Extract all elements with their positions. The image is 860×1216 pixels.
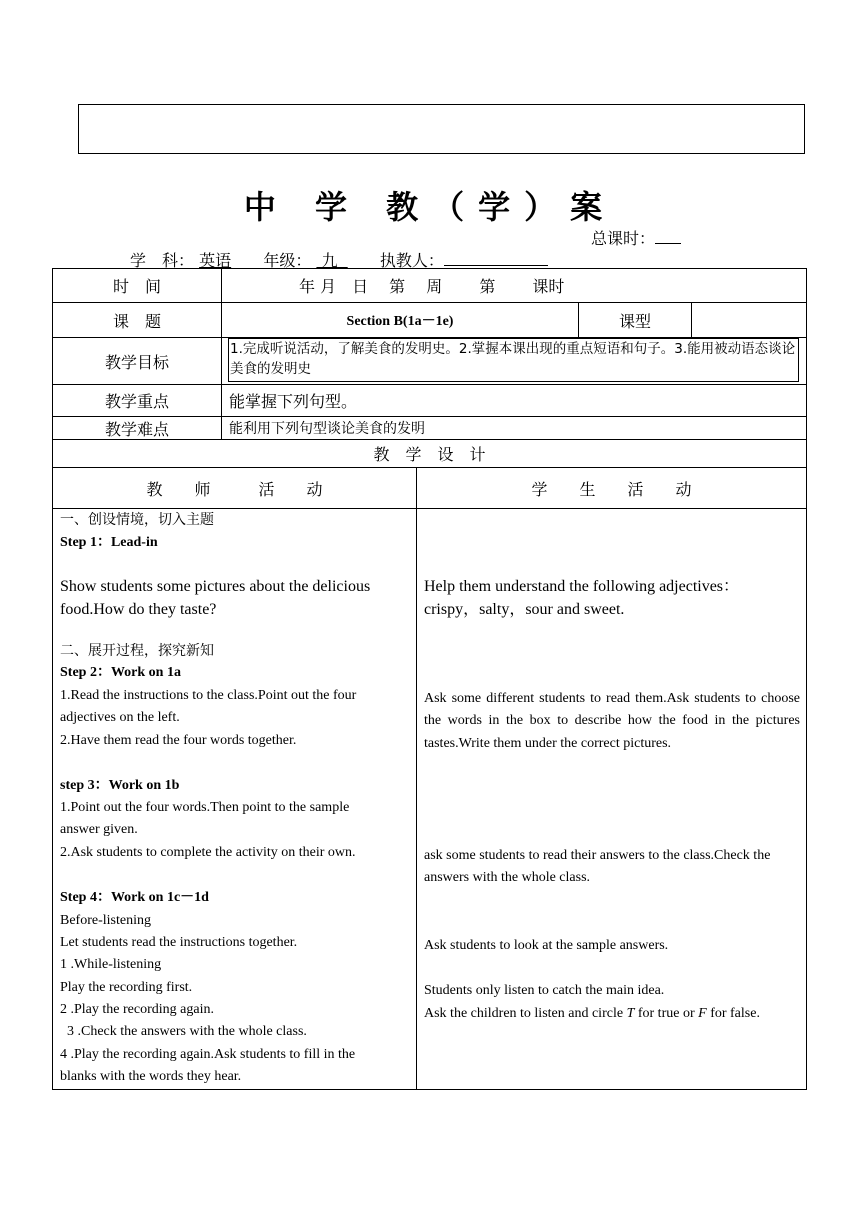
step-4-line-5: 2 .Play the recording again. <box>60 1002 214 1017</box>
step-4-line-4: Play the recording first. <box>60 980 193 995</box>
time-label: 时 间 <box>112 277 161 296</box>
total-hours-blank <box>655 229 681 244</box>
key-value: 能掌握下列句型。 <box>229 392 358 411</box>
false-letter: F <box>698 1006 707 1021</box>
student-activity-5: Students only listen to catch the main idea. <box>424 983 665 998</box>
key-label: 教学重点 <box>104 392 169 411</box>
student-activity-2: Ask some different students to read them.Ask students to choose the words in the box to describe how the food in the pictures tastes.Write them under the correct pictures. <box>424 691 800 751</box>
page-title: 中 学 教（学）案 <box>243 188 617 226</box>
subject-value: 英语 <box>199 251 232 270</box>
student-activity-1: Help them understand the following adjectives：crispy，salty，sour and sweet. <box>424 578 740 618</box>
difficulty-label: 教学难点 <box>104 419 169 439</box>
step-1-text: Show students some pictures about the delicious food.How do they taste? <box>60 578 371 618</box>
step-1-heading: Step 1：Lead-in <box>60 535 158 550</box>
student-activity-6: Ask the children to listen and circle T for true or F for false. <box>424 1006 760 1021</box>
total-hours <box>591 226 681 249</box>
time-value: 年 月 日 第 周 第 课时 <box>299 277 565 296</box>
student-activity-4: Ask students to look at the sample answers. <box>424 938 669 953</box>
type-label: 课型 <box>618 311 651 331</box>
header-box <box>78 104 805 154</box>
teacher-col-label: 教 师 活 动 <box>146 479 323 499</box>
step-4-line-6: 3 .Check the answers with the whole class. <box>67 1024 307 1039</box>
student-activity-3: ask some students to read their answers to the class.Check the answers with the whole class. <box>424 848 771 886</box>
grade-value: 九 <box>321 251 338 270</box>
goal-label: 教学目标 <box>104 352 169 372</box>
step-4-heading: Step 4：Work on 1c－1d <box>60 890 209 905</box>
design-label: 教 学 设 计 <box>373 445 486 464</box>
student-col-label: 学 生 活 动 <box>531 479 692 499</box>
goal-value: 1.完成听说活动，了解美食的发明史。2.掌握本课出现的重点短语和句子。3.能用被动语态谈论美食的发明史 <box>230 341 796 377</box>
type-value-cell <box>691 302 807 338</box>
step-4-line-2: Let students read the instructions together. <box>60 935 298 950</box>
grade-label: 年级： <box>263 251 312 270</box>
step-4-line-1: Before-listening <box>60 913 151 928</box>
total-hours-label: 总课时： <box>591 229 656 248</box>
step-3-line-2: 2.Ask students to complete the activity on their own. <box>60 845 356 860</box>
teacher-label: 执教人： <box>379 251 444 270</box>
teacher-blank <box>444 251 548 266</box>
topic-label: 课 题 <box>112 311 161 331</box>
step-3-heading: step 3：Work on 1b <box>60 778 180 793</box>
section-2-title: 二、展开过程，探究新知 <box>60 643 214 659</box>
subject-label: 学 科： <box>130 251 195 270</box>
step-4-line-7: 4 .Play the recording again.Ask students to fill in the blanks with the words they hear. <box>60 1047 356 1085</box>
step-4-line-3: 1 .While-listening <box>60 957 162 972</box>
step-2-line-1: 1.Read the instructions to the class.Point out the four adjectives on the left. <box>60 688 357 726</box>
difficulty-value: 能利用下列句型谈论美食的发明 <box>229 421 425 437</box>
true-letter: T <box>626 1006 635 1021</box>
section-1-title: 一、创设情境，切入主题 <box>60 512 214 528</box>
topic-value: Section B(1a－1e) <box>346 314 454 329</box>
step-2-heading: Step 2：Work on 1a <box>60 665 181 680</box>
step-3-line-1: 1.Point out the four words.Then point to the sample answer given. <box>60 800 350 838</box>
step-2-line-2: 2.Have them read the four words together. <box>60 733 297 748</box>
